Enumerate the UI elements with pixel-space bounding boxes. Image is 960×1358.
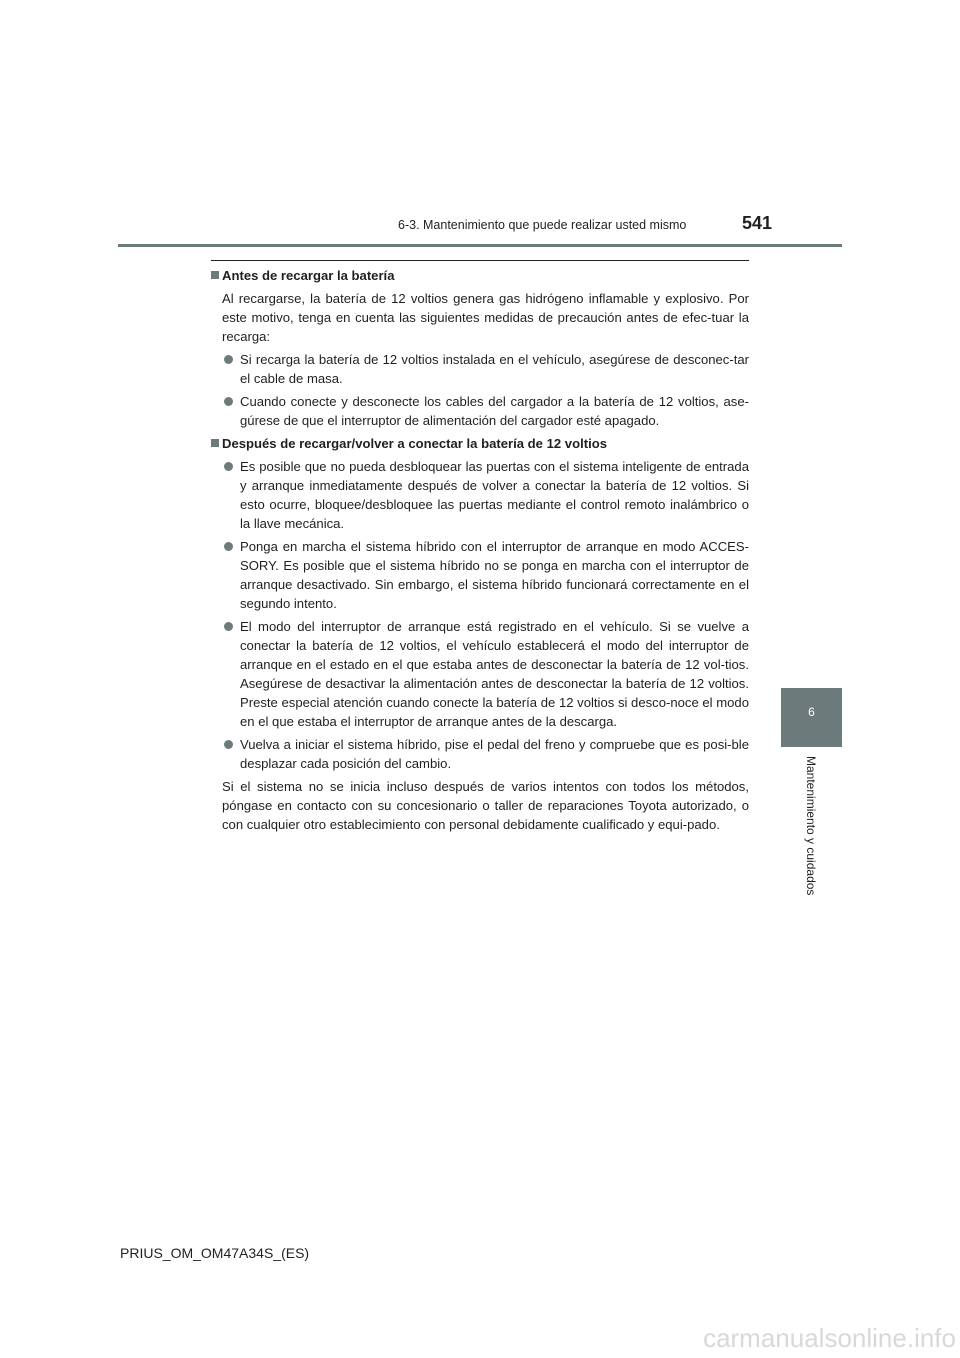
square-bullet-icon <box>211 439 219 447</box>
round-bullet-icon <box>224 542 233 551</box>
page-number: 541 <box>742 213 773 233</box>
list-item-text: Si recarga la batería de 12 voltios instalada en el vehículo, asegúrese de desconec-tar el cable de masa. <box>240 352 749 386</box>
intro-paragraph: Al recargarse, la batería de 12 voltios genera gas hidrógeno inflamable y explosivo. Por este motivo, tenga en cuenta las siguientes medidas de precaución antes de efec-tuar la recarga: <box>222 291 749 344</box>
list-item <box>211 392 749 430</box>
list-item-text: Cuando conecte y desconecte los cables del cargador a la batería de 12 voltios, ase-gúrese de que el interruptor de alimentación del cargador esté apagado. <box>240 394 749 428</box>
list-item <box>211 735 749 773</box>
list-item <box>211 457 749 533</box>
content-divider <box>211 260 749 261</box>
list-item-text: Vuelva a iniciar el sistema híbrido, pise el pedal del freno y compruebe que es posi-ble desplazar cada posición del cambio. <box>240 737 749 771</box>
chapter-tab <box>781 688 842 747</box>
chapter-label-container <box>801 756 821 906</box>
watermark: carmanualsonline.info <box>703 1323 956 1353</box>
section-heading <box>211 434 749 453</box>
heading-text: Antes de recargar la batería <box>222 268 395 283</box>
round-bullet-icon <box>224 397 233 406</box>
heading-text: Después de recargar/volver a conectar la batería de 12 voltios <box>222 436 607 451</box>
round-bullet-icon <box>224 740 233 749</box>
list-item-text: Es posible que no pueda desbloquear las puertas con el sistema inteligente de entrada y arranque inmediatamente después de volver a conectar la batería de 12 voltios. Si esto ocurre, bloquee/desbloquee las puertas mediante el control remoto inalámbrico o la llave mecánica. <box>240 459 749 531</box>
document-id: PRIUS_OM_OM47A34S_(ES) <box>120 1245 310 1261</box>
round-bullet-icon <box>224 622 233 631</box>
header-divider <box>118 244 842 247</box>
round-bullet-icon <box>224 462 233 471</box>
round-bullet-icon <box>224 355 233 364</box>
section-title: 6-3. Mantenimiento que puede realizar usted mismo <box>398 218 687 232</box>
chapter-number: 6 <box>808 705 815 719</box>
list-item <box>211 617 749 731</box>
list-item <box>211 350 749 388</box>
square-bullet-icon <box>211 271 219 279</box>
list-item <box>211 537 749 613</box>
closing-paragraph: Si el sistema no se inicia incluso después de varios intentos con todos los métodos, póngase en contacto con su concesionario o taller de reparaciones Toyota autorizado, o con cualquier otro establecimiento con personal debidamente cualificado y equi-pado. <box>222 779 749 832</box>
list-item-text: Ponga en marcha el sistema híbrido con el interruptor de arranque en modo ACCES-SORY. Es posible que el sistema híbrido no se ponga en marcha con el interruptor de arranque desactivado. Sin embargo, el sistema híbrido funcionará correctamente en el segundo intento. <box>240 539 749 611</box>
list-item-text: El modo del interruptor de arranque está registrado en el vehículo. Si se vuelve a conectar la batería de 12 voltios, el vehículo establecerá el modo del interruptor de arranque en el estado en el que estaba antes de desconectar la batería de 12 vol-tios. Asegúrese de desactivar la alimentación antes de desconectar la batería de 12 voltios. Preste especial atención cuando conecte la batería de 12 voltios si desco-noce el modo en el que estaba el interruptor de arranque antes de la descarga. <box>240 619 749 729</box>
chapter-label: Mantenimiento y cuidados <box>804 756 818 896</box>
section-heading <box>211 266 749 285</box>
main-content <box>211 266 749 834</box>
